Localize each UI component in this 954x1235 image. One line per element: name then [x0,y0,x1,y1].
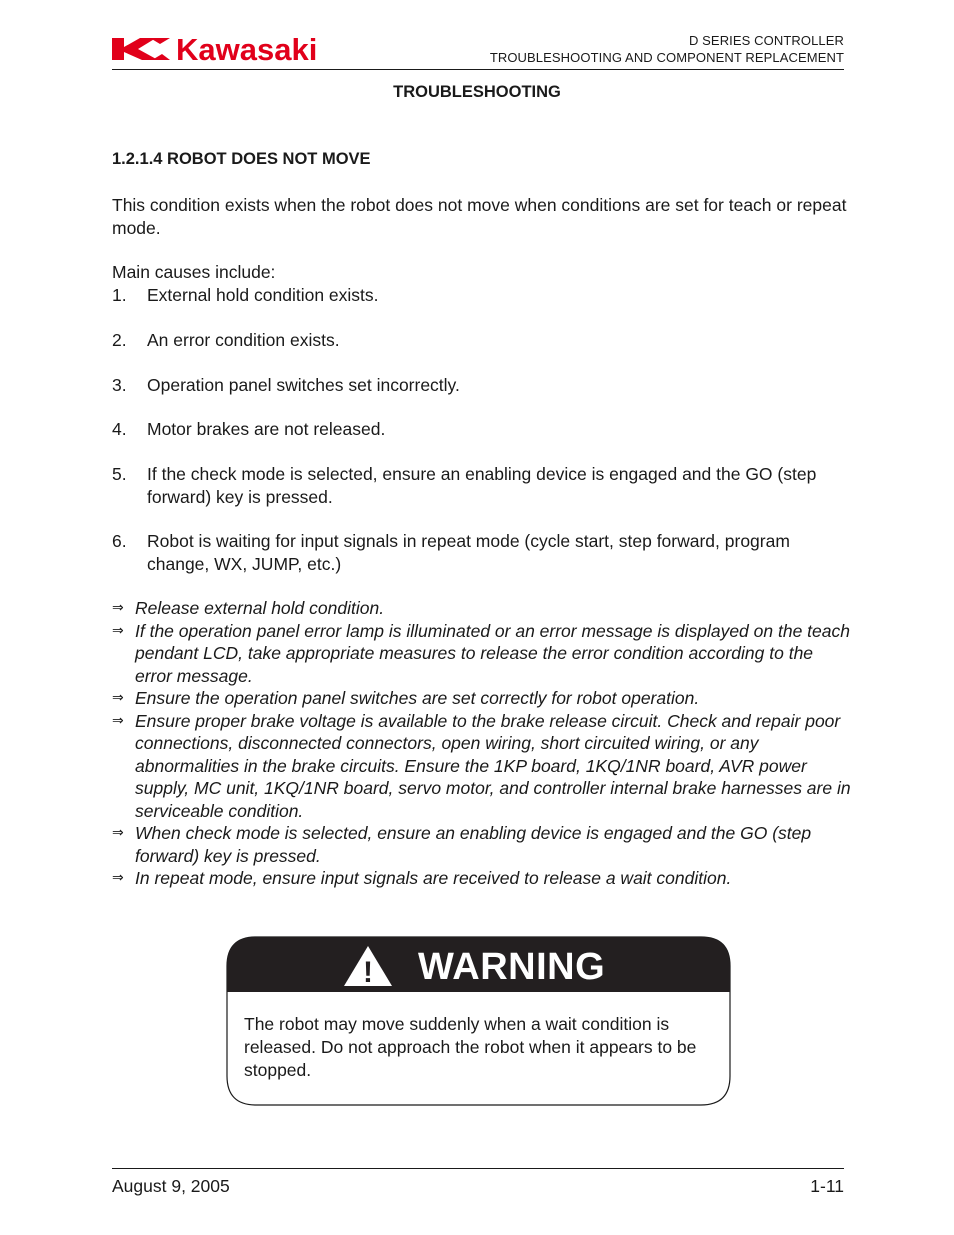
page-number: 1-11 [810,1176,844,1196]
exclamation-icon: ! [363,956,373,988]
cause-text: External hold condition exists. [147,285,379,305]
arrow-icon: ⇒ [112,622,124,639]
remedy-text: Ensure proper brake voltage is available to the brake release circuit. Check and repair poor connections, disconnected connectors, open wiring, short circuited wiring, or any abnormalities in the brake circuits. Ensure the 1KP board, 1KQ/1NR board, AVR power supply, MC unit, 1KQ/1NR board, servo motor, and controller internal brake harnesses are in serviceable condition. [135,710,851,821]
cause-item [112,463,847,508]
header-rule [112,69,844,70]
warning-title: WARNING [418,946,606,988]
cause-text: Robot is waiting for input signals in repeat mode (cycle start, step forward, program change, WX, JUMP, etc.) [147,531,790,574]
causes-label: Main causes include: [112,262,276,282]
cause-number: 3. [112,374,127,395]
section-title: TROUBLESHOOTING [393,83,561,101]
document-title-block [490,32,844,66]
remedy-text: In repeat mode, ensure input signals are received to release a wait condition. [135,868,732,888]
footer-date: August 9, 2005 [112,1176,230,1196]
arrow-icon: ⇒ [112,690,124,706]
intro-paragraph: This condition exists when the robot does not move when conditions are set for teach or repeat mode. [112,195,847,238]
arrow-icon: ⇒ [112,825,124,841]
footer-rule [112,1168,844,1169]
remedy-item [112,710,852,823]
remedy-item [112,822,852,867]
cause-number: 2. [112,329,127,350]
cause-text: If the check mode is selected, ensure an enabling device is engaged and the GO (step forward) key is pressed. [147,464,817,507]
cause-item [112,530,847,575]
arrow-icon: ⇒ [112,870,124,886]
cause-item [112,374,847,397]
subsection-heading: 1.2.1.4 ROBOT DOES NOT MOVE [112,150,371,168]
brand-wordmark: Kawasaki [176,32,318,64]
remedy-item [112,597,852,620]
cause-text: Operation panel switches set incorrectly. [147,374,460,395]
remedy-text: Release external hold condition. [135,598,385,618]
warning-box [226,936,729,1104]
remedy-item [112,620,852,688]
cause-text: Motor brakes are not released. [147,419,386,440]
document-title: D SERIES CONTROLLER [688,33,844,48]
arrow-icon: ⇒ [112,712,124,729]
remedy-text: When check mode is selected, ensure an enabling device is engaged and the GO (step forward) key is pressed. [135,823,812,866]
cause-item [112,284,847,307]
arrow-icon: ⇒ [112,600,124,616]
cause-number: 6. [112,531,127,552]
causes-list [112,284,847,598]
cause-text: An error condition exists. [147,329,340,350]
cause-item [112,329,847,352]
warning-text: The robot may move suddenly when a wait condition is released. Do not approach the robot when it appears to be stopped. [244,1014,697,1080]
kawasaki-logo [112,32,392,64]
remedy-text: Ensure the operation panel switches are set correctly for robot operation. [135,688,700,708]
cause-number: 5. [112,464,127,485]
cause-item [112,418,847,441]
remedy-item [112,867,852,890]
cause-number: 4. [112,419,127,440]
remedies-list [112,597,852,890]
document-subtitle: TROUBLESHOOTING AND COMPONENT REPLACEMENT [489,50,844,65]
cause-number: 1. [112,285,127,305]
remedy-text: If the operation panel error lamp is illuminated or an error message is displayed on the teach pendant LCD, take appropriate measures to release the error condition according to the error message. [135,620,850,686]
warning-triangle-icon [342,944,394,988]
remedy-item [112,687,852,710]
